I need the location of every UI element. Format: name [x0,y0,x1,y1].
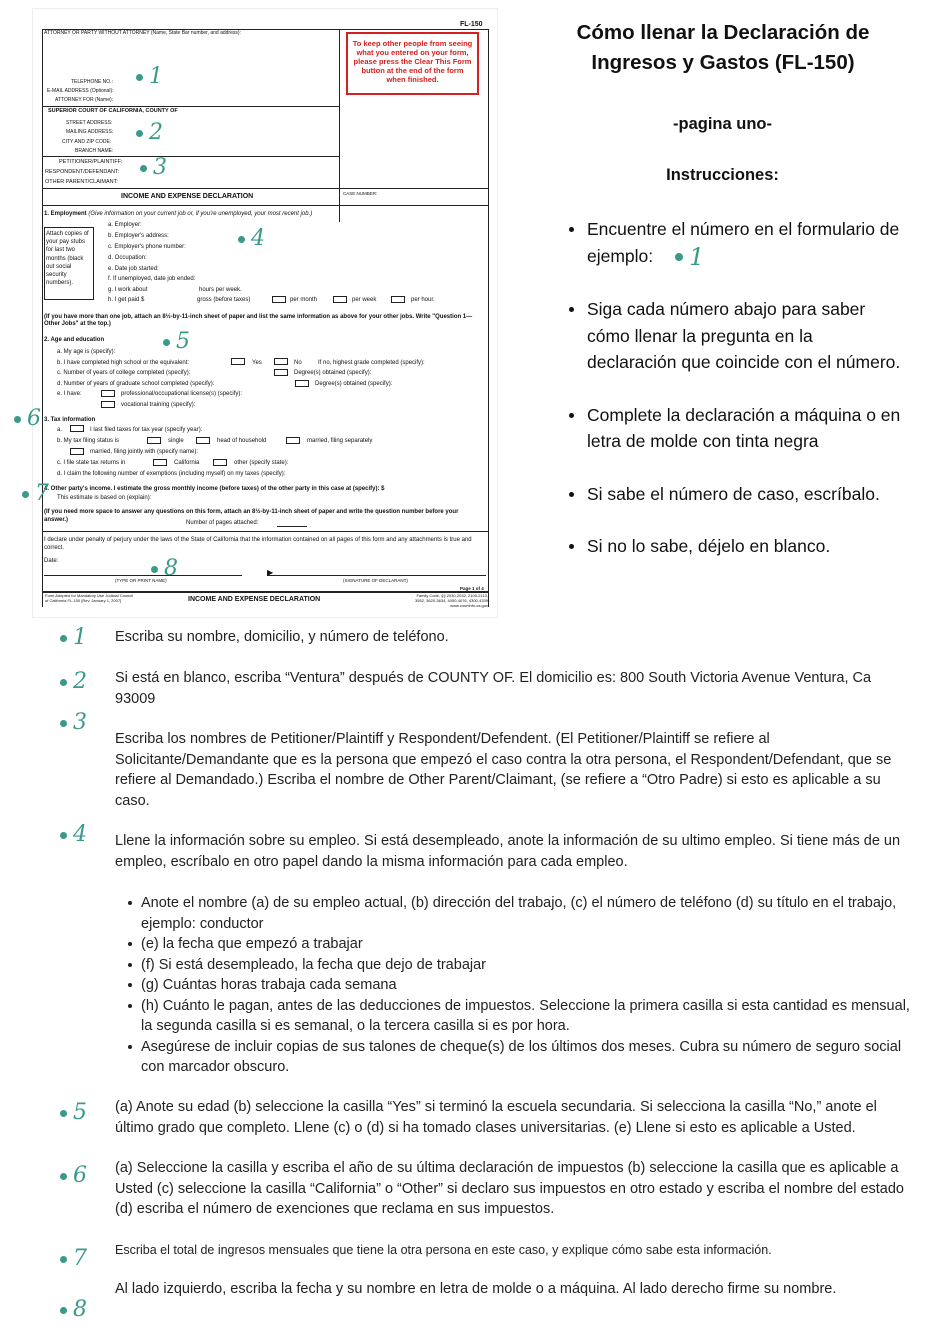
form-page-of: Page 1 of 4 [460,586,484,591]
form-tax-a: I last filed taxes for tax year (specify year): [90,427,203,433]
form-signature: (SIGNATURE OF DECLARANT) [343,578,408,583]
form-degrees-grad: Degree(s) obtained (specify): [315,381,393,387]
step-4-item: (f) Si está desempleado, la fecha que dejo de trabajar [126,955,910,976]
step-4-item: (e) la fecha que empezó a trabajar [126,934,910,955]
form-code: FL-150 [460,21,483,28]
form-no-grade: If no, highest grade completed (specify): [318,360,425,366]
marker-3: 3 [140,157,167,179]
form-married-joint: married, filing jointly with (specify name): [90,449,199,455]
form-date: Date: [44,558,59,564]
form-sample-image: FL-150 ATTORNEY OR PARTY WITHOUT ATTORNEY (Name, State Bar number, and address): To keep other people from seeing what you entered on your form, please press the Clear This Form button at the end of the form when finished. TELEPHONE NO.: E-MAIL ADDRESS (Optional): ATTORNEY FOR (Name): SUPERIOR COURT OF CALIFORNIA, COUNTY OF STREET ADDRESS: MAILING ADDRESS: CITY AND ZIP CODE: BRANCH NAME: PETITIONER/PLAINTIFF: RESPONDENT/DEFENDANT: OTHER PARENT/CLAIMANT: INCOME AND EXPENSE DECLARATION CASE NUMBER: 1. Employment (Give information on your current job or, if you're unemployed, your most recent job.) Attach copies of your pay stubs for last two months (black out social security numbers). a. Employer: b. Employer's address: c. Employer's phone number: d. Occupation: e. Date job started: f. If unemployed, date job ended: g. I work about hours per week. h. I get paid $ gross (before taxes) per month per week per hour. (If you have more than one job, attach an 8½-by-11-inch sheet of paper and list the same information as above for your other jobs. Write "Question 1—Other Jobs" at the top.) 2. Age and education a. My age is (specify): b. I have completed high school or the equivalent: Yes No If no, highest grade completed (specify): c. Number of years of college completed (specify): Degree(s) obtained (specify): d. Number of years of graduate school completed (specify): Degree(s) obtained (specify): e. I have: professional/occupational license(s) (specify): vocational training (specify): 3. Tax information a. I last filed taxes for tax year (specify year): b. My tax filing status is single head of household married, filing separately married, filing jointly with (specify name): c. I file state tax returns in California other (specify state): d. I claim the following number of exemptions (including myself) on my taxes (specify): 4. Other party's income. I estimate the gross monthly income (before taxes) of the other party in this case at (specify): $ This estimate is based on (explain): (If you need more space to answer any questions on this form, attach an 8½-by-11-inch sheet of paper and write the question number before your answer.) Number of pages attached: I declare under penalty of perjury under the laws of the State of California that the information contained on all pages of this form and any attachments is true and correct. Date: ▶ (TYPE OR PRINT NAME) (SIGNATURE OF DECLARANT) Page 1 of 4 Form Adopted for Mandatory Use Judicial Council of California FL-150 [Rev. January 1, 2007] INCOME AND EXPENSE DECLARATION Family Code, §§ 2030-2032, 2100-2113, 3552, 3620-3634, 4050-4076, 4300-4339 www.courtinfo.ca.gov [32,8,498,618]
form-vocational: vocational training (specify): [121,402,196,408]
form-emp-line: d. Occupation: [108,255,147,261]
step-6-text: (a) Seleccione la casilla y escriba el año de su última declaración de impuestos (b) seleccione la casilla que es aplicable a Usted (c) seleccione la casilla “California” o “Other” si declaro sus impuestos en otro estado y escriba el nombre del estado (d) escriba el número de exenciones que reclama en sus impuestos. [115,1160,904,1217]
form-employment-note: (Give information on your current job or, if you're unemployed, your most recent job.) [88,211,313,217]
form-other-parent: OTHER PARENT/CLAIMANT: [45,179,118,185]
form-case-number: CASE NUMBER: [343,191,378,196]
marker-example: 1 [675,244,704,271]
form-per-week: per week [352,297,377,303]
step-marker-4: 4 [60,824,87,846]
form-email: E-MAIL ADDRESS (Optional): [47,88,114,94]
form-respondent: RESPONDENT/DEFENDANT: [45,169,120,175]
marker-7: 7 [22,483,49,505]
step-marker-8: 8 [60,1299,87,1321]
step-marker-5: 5 [60,1102,87,1124]
marker-6: 6 [14,408,41,430]
form-head: head of household [217,438,267,444]
step-marker-3: 3 [60,712,87,734]
instruction-item: Siga cada número abajo para saber cómo llenar la pregunta en la declaración que coincide con el número. [566,296,906,376]
step-marker-6: 6 [60,1165,87,1187]
form-emp-line: e. Date job started: [108,266,159,272]
form-paid: h. I get paid $ [108,297,145,303]
instruction-item: Si no lo sabe, déjelo en blanco. [566,533,906,560]
form-footer-title: INCOME AND EXPENSE DECLARATION [188,596,321,603]
form-tax-c: c. I file state tax returns in [57,460,126,466]
form-type-name: (TYPE OR PRINT NAME) [115,578,167,583]
form-attach-note: Attach copies of your pay stubs for last two months (black out social security numbers). [46,231,89,287]
step-3-text: Escriba los nombres de Petitioner/Plaintiff y Respondent/Defendent. (El Petitioner/Plaintiff se refiere al Solicitante/Demandante que es la persona que empezó el caso contra la otra persona, el Respondent/Defendant, que se refiere al Demandado.) Escriba el nombre de Other Parent/Claimant, (se refiere a “Otro Padre) si esto es aplicable a su caso. [115,731,892,809]
form-perjury: I declare under penalty of perjury under the laws of the State of California that the information contained on all pages of this form and any attachments is true and correct. [44,537,472,551]
form-street: STREET ADDRESS: [66,120,113,126]
form-more-space: (If you need more space to answer any questions on this form, attach an 8½-by-11-inch sheet of paper and write the question number before your answer.) [44,509,459,523]
step-4-item: Asegúrese de incluir copias de sus talones de cheque(s) de los últimos dos meses. Cubra su número de seguro social con marcador obscuro. [126,1037,910,1078]
page-label: -pagina uno- [673,115,772,133]
form-emp-line: g. I work about [108,287,148,293]
instruction-item: Si sabe el número de caso, escríbalo. [566,481,906,508]
form-tax-b: b. My tax filing status is [57,438,120,444]
form-emp-line: b. Employer's address: [108,233,169,239]
form-footer-left: Form Adopted for Mandatory Use Judicial Council of California FL-150 [Rev. January 1, 2007] [45,593,134,603]
instruction-list [566,216,906,586]
form-single: single [168,438,184,444]
form-per-hour: per hour. [411,297,435,303]
form-california: California [174,460,200,466]
form-red-notice: To keep other people from seeing what you entered on your form, please press the Clear This Form button at the end of the form when finished. [346,32,479,95]
instructions-heading: Instrucciones: [666,166,779,184]
form-license: professional/occupational license(s) (specify): [121,391,243,397]
form-married-sep: married, filing separately [307,438,373,444]
step-marker-1: 1 [60,627,87,649]
form-more-jobs: (If you have more than one job, attach an 8½-by-11-inch sheet of paper and list the same information as above for your other jobs. Write "Question 1—Other Jobs" at the top.) [44,314,473,327]
step-marker-7: 7 [60,1248,87,1270]
form-other-income: 4. Other party's income. I estimate the gross monthly income (before taxes) of the other party in this case at (specify): $ [44,486,385,492]
marker-4: 4 [238,228,265,250]
form-hours: hours per week. [199,287,242,293]
step-8-text: Al lado izquierdo, escriba la fecha y su nombre en letra de molde o a máquina. Al lado derecho firme su nombre. [115,1281,837,1297]
step-7-text: Escriba el total de ingresos mensuales que tiene la otra persona en este caso, y explique cómo sabe esta información. [115,1243,772,1257]
step-4-text: Llene la información sobre su empleo. Si está desempleado, anote la información de su ultimo empleo. Si tiene más de un empleo, escríbalo en otro papel dando la misma información para cada empleo. [115,833,901,870]
form-other-state: other (specify state): [234,460,289,466]
form-tax: 3. Tax information [44,417,96,423]
form-city: CITY AND ZIP CODE: [62,139,112,145]
step-4-list [126,893,910,1078]
form-no: No [294,360,302,366]
form-mailing: MAILING ADDRESS: [66,129,114,135]
step-2-text: Si está en blanco, escriba “Ventura” después de COUNTY OF. El domicilio es: 800 South Victoria Avenue Ventura, Ca 93009 [115,670,872,707]
form-age-edu: 2. Age and education [44,337,105,343]
instruction-item: Complete la declaración a máquina o en letra de molde con tinta negra [566,402,906,455]
form-age-line: e. I have: [57,391,82,397]
page-title: Cómo llenar la Declaración de Ingresos y Gastos (FL-150) [576,21,870,74]
form-pages: Number of pages attached: [186,520,259,526]
form-emp-line: f. If unemployed, date job ended: [108,276,196,282]
form-decl-title: INCOME AND EXPENSE DECLARATION [121,193,254,200]
form-branch: BRANCH NAME: [75,148,114,154]
form-employment: 1. Employment [44,211,87,217]
form-emp-line: a. Employer: [108,222,142,228]
marker-5: 5 [163,331,190,353]
marker-1: 1 [136,66,163,88]
form-attorney-header: ATTORNEY OR PARTY WITHOUT ATTORNEY (Name, State Bar number, and address): [44,30,241,36]
step-5-text: (a) Anote su edad (b) seleccione la casilla “Yes” si terminó la escuela secundaria. Si selecciona la casilla “No,” anote el último grado que completo. Llene (c) o (d) si ha tomado clases universitarias. (e) Llene si esto es aplicable a Usted. [115,1099,877,1136]
form-age-line: d. Number of years of graduate school completed (specify): [57,381,215,387]
step-1-text: Escriba su nombre, domicilio, y número de teléfono. [115,629,449,645]
instruction-item: Encuentre el número en el formulario de ejemplo: 1 [566,216,906,270]
form-attorney-for: ATTORNEY FOR (Name): [55,97,114,103]
form-tax-d: d. I claim the following number of exemptions (including myself) on my taxes (specify): [57,471,286,477]
form-gross: gross (before taxes) [197,297,251,303]
form-age-line: a. My age is (specify): [57,349,116,355]
form-estimate: This estimate is based on (explain): [57,495,152,501]
step-4-item: (g) Cuántas horas trabaja cada semana [126,975,910,996]
marker-2: 2 [136,122,163,144]
step-marker-2: 2 [60,671,87,693]
form-age-line: b. I have completed high school or the equivalent: [57,360,190,366]
step-4-item: (h) Cuánto le pagan, antes de las deducciones de impuestos. Seleccione la primera casilla si esta cantidad es mensual, la segunda casilla si es semanal, o la tercera casilla si es por hora. [126,996,910,1037]
form-age-line: c. Number of years of college completed (specify): [57,370,191,376]
marker-8: 8 [151,558,178,580]
form-footer-right: Family Code, §§ 2030-2032, 2100-2113, 3552, 3620-3634, 4050-4076, 4300-4339 www.courtinfo.ca.gov [415,593,488,608]
form-degrees: Degree(s) obtained (specify): [294,370,372,376]
form-yes: Yes [252,360,262,366]
step-4-item: Anote el nombre (a) de su empleo actual, (b) dirección del trabajo, (c) el número de teléfono (d) su título en el trabajo, ejemplo: conductor [126,893,910,934]
form-per-month: per month [290,297,318,303]
form-court: SUPERIOR COURT OF CALIFORNIA, COUNTY OF [48,108,178,114]
form-telephone: TELEPHONE NO.: [71,79,113,85]
form-petitioner: PETITIONER/PLAINTIFF: [59,159,123,165]
form-emp-line: c. Employer's phone number: [108,244,186,250]
